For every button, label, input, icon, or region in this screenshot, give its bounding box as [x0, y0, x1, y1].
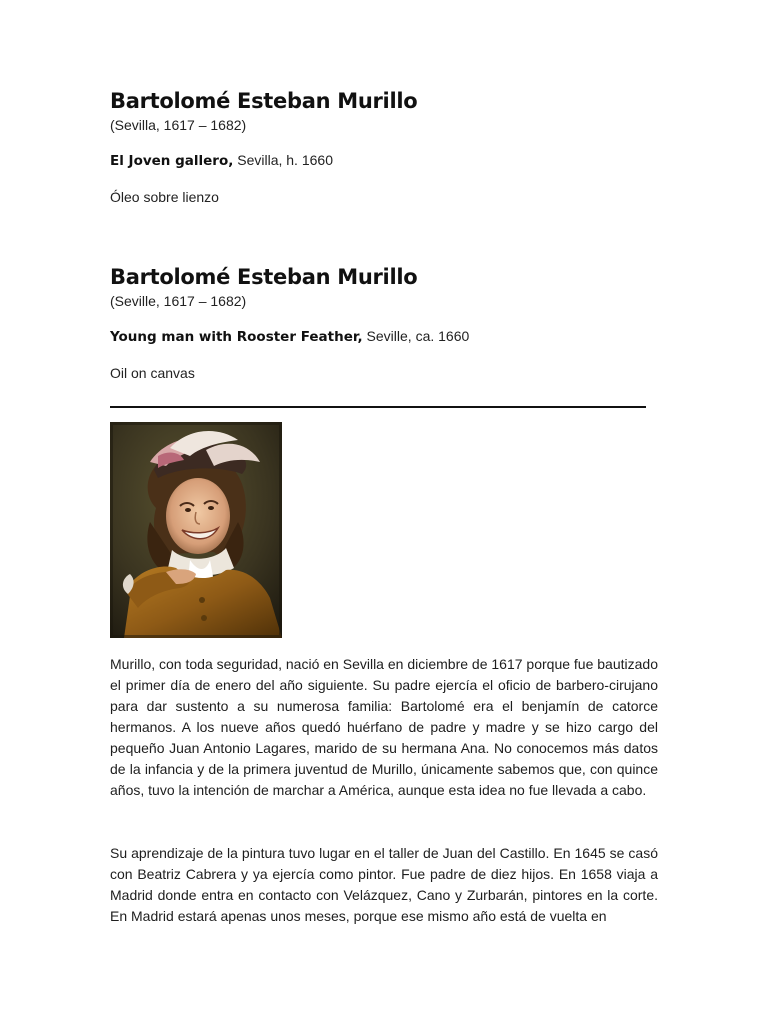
artist-dates-es: (Sevilla, 1617 – 1682) [110, 117, 247, 133]
english-caption [110, 264, 658, 382]
work-title-es: El Joven gallero, [110, 153, 234, 169]
work-detail-es: Sevilla, h. 1660 [233, 152, 333, 168]
medium-es: Óleo sobre lienzo [110, 189, 219, 205]
work-line-es [110, 151, 658, 170]
spanish-caption [110, 88, 658, 206]
artist-name-es: Bartolomé Esteban Murillo [110, 89, 418, 113]
work-detail-en: Seville, ca. 1660 [362, 328, 470, 344]
bio-paragraph-1: Murillo, con toda seguridad, nació en Sevilla en diciembre de 1617 porque fue bautizado el primer día de enero del año siguiente. Su padre ejercía el oficio de barbero-cirujano para dar sustento a su numerosa familia: Bartolomé era el benjamín de catorce hermanos. A los nueve años quedó huérfano de padre y madre y se hizo cargo del pequeño Juan Antonio Lagares, marido de su hermana Ana. No conocemos más datos de la infancia y de la primera juventud de Murillo, únicamente sabemos que, con quince años, tuvo la intención de marchar a América, aunque esta idea no fue llevada a cabo. [110, 656, 658, 798]
section-divider [110, 406, 646, 408]
artist-name-en: Bartolomé Esteban Murillo [110, 265, 418, 289]
work-title-en: Young man with Rooster Feather, [110, 329, 363, 345]
work-line-en [110, 327, 658, 346]
bio-paragraph-2: Su aprendizaje de la pintura tuvo lugar en el taller de Juan del Castillo. En 1645 se casó con Beatriz Cabrera y ya ejercía como pintor. Fue padre de diez hijos. En 1658 viaja a Madrid donde entra en contacto con Velázquez, Cano y Zurbarán, pintores en la corte. En Madrid estará apenas unos meses, porque ese mismo año está de vuelta en [110, 845, 658, 924]
medium-en: Oil on canvas [110, 365, 195, 381]
painting-image [110, 422, 282, 638]
artist-dates-en: (Seville, 1617 – 1682) [110, 293, 247, 309]
